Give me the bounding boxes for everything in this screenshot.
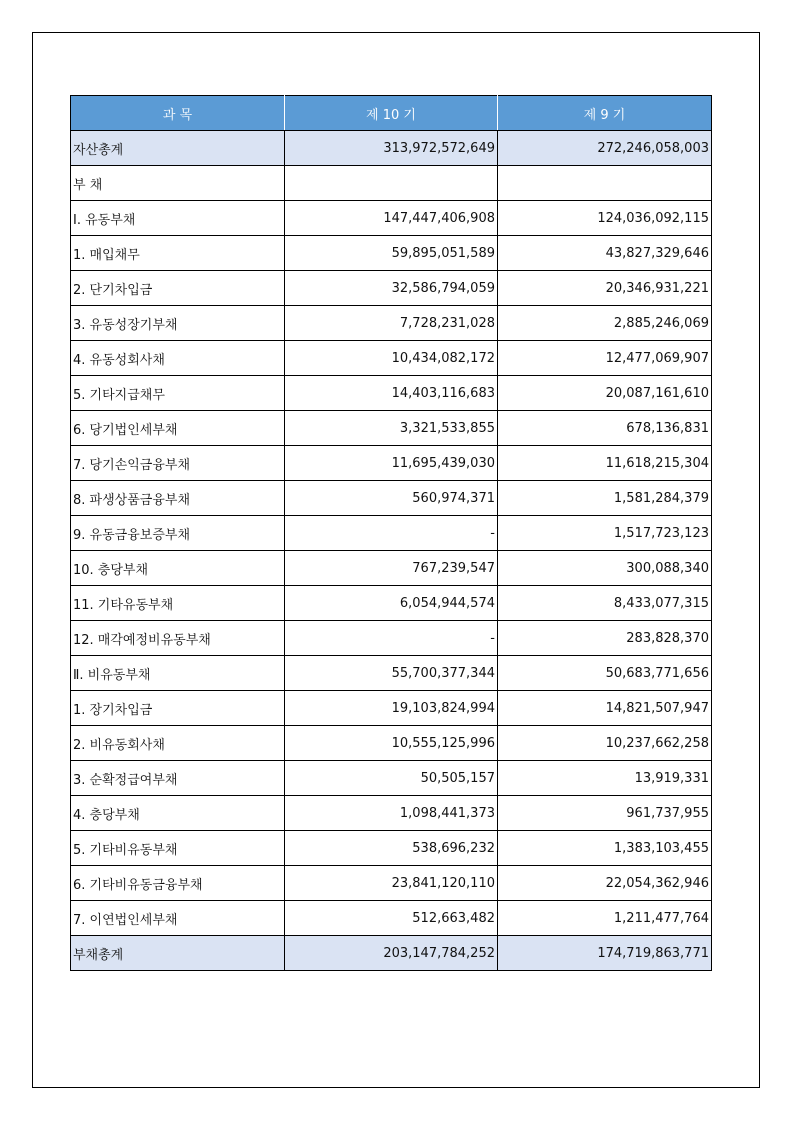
row-label: 2. 단기차입금	[71, 271, 285, 306]
row-label: 3. 순확정급여부채	[71, 761, 285, 796]
row-label: 7. 당기손익금융부채	[71, 446, 285, 481]
row-previous-value: 10,237,662,258	[498, 726, 712, 761]
row-current-value: 512,663,482	[285, 901, 498, 936]
row-previous-value: 12,477,069,907	[498, 341, 712, 376]
row-label: 12. 매각예정비유동부채	[71, 621, 285, 656]
row-previous-value: 8,433,077,315	[498, 586, 712, 621]
table-row	[71, 411, 712, 446]
row-current-value: 55,700,377,344	[285, 656, 498, 691]
row-label: 부 채	[71, 166, 285, 201]
row-current-value: 147,447,406,908	[285, 201, 498, 236]
table-row	[71, 691, 712, 726]
row-previous-value: 1,581,284,379	[498, 481, 712, 516]
row-current-value: 7,728,231,028	[285, 306, 498, 341]
row-current-value: 11,695,439,030	[285, 446, 498, 481]
row-label: Ⅰ. 유동부채	[71, 201, 285, 236]
row-current-value: 23,841,120,110	[285, 866, 498, 901]
row-previous-value: 174,719,863,771	[498, 936, 712, 971]
table-row	[71, 481, 712, 516]
row-label: Ⅱ. 비유동부채	[71, 656, 285, 691]
row-previous-value: 1,211,477,764	[498, 901, 712, 936]
row-previous-value: 22,054,362,946	[498, 866, 712, 901]
table-row	[71, 306, 712, 341]
table-row	[71, 131, 712, 166]
row-label: 자산총계	[71, 131, 285, 166]
row-label: 1. 매입채무	[71, 236, 285, 271]
row-current-value: 32,586,794,059	[285, 271, 498, 306]
row-label: 4. 유동성회사채	[71, 341, 285, 376]
table-row	[71, 761, 712, 796]
row-previous-value: 50,683,771,656	[498, 656, 712, 691]
table-row	[71, 656, 712, 691]
row-previous-value: 124,036,092,115	[498, 201, 712, 236]
row-previous-value: 43,827,329,646	[498, 236, 712, 271]
row-previous-value: 283,828,370	[498, 621, 712, 656]
table-row	[71, 936, 712, 971]
row-previous-value: 11,618,215,304	[498, 446, 712, 481]
header-current-period: 제 10 기	[285, 96, 498, 131]
row-previous-value: 13,919,331	[498, 761, 712, 796]
row-current-value: 59,895,051,589	[285, 236, 498, 271]
row-current-value: 767,239,547	[285, 551, 498, 586]
row-previous-value: 20,346,931,221	[498, 271, 712, 306]
row-label: 11. 기타유동부채	[71, 586, 285, 621]
row-current-value: 313,972,572,649	[285, 131, 498, 166]
row-previous-value: 1,517,723,123	[498, 516, 712, 551]
table-row	[71, 376, 712, 411]
table-row	[71, 516, 712, 551]
table-row	[71, 901, 712, 936]
table-row	[71, 341, 712, 376]
table-row	[71, 621, 712, 656]
row-label: 부채총계	[71, 936, 285, 971]
header-item: 과 목	[71, 96, 285, 131]
row-current-value: -	[285, 516, 498, 551]
table-body	[71, 131, 712, 971]
table-row	[71, 236, 712, 271]
header-previous-period: 제 9 기	[498, 96, 712, 131]
row-previous-value: 300,088,340	[498, 551, 712, 586]
table-row	[71, 866, 712, 901]
row-label: 2. 비유동회사채	[71, 726, 285, 761]
table-row	[71, 831, 712, 866]
row-previous-value: 961,737,955	[498, 796, 712, 831]
row-label: 10. 충당부채	[71, 551, 285, 586]
row-previous-value: 1,383,103,455	[498, 831, 712, 866]
row-current-value: 538,696,232	[285, 831, 498, 866]
row-label: 3. 유동성장기부채	[71, 306, 285, 341]
table-row	[71, 201, 712, 236]
row-label: 6. 기타비유동금융부채	[71, 866, 285, 901]
row-label: 1. 장기차입금	[71, 691, 285, 726]
row-current-value: 19,103,824,994	[285, 691, 498, 726]
row-current-value	[285, 166, 498, 201]
row-current-value: 3,321,533,855	[285, 411, 498, 446]
row-previous-value: 14,821,507,947	[498, 691, 712, 726]
row-current-value: 6,054,944,574	[285, 586, 498, 621]
row-previous-value	[498, 166, 712, 201]
row-current-value: 560,974,371	[285, 481, 498, 516]
row-current-value: 10,555,125,996	[285, 726, 498, 761]
row-previous-value: 678,136,831	[498, 411, 712, 446]
table-row	[71, 271, 712, 306]
row-previous-value: 272,246,058,003	[498, 131, 712, 166]
row-label: 4. 충당부채	[71, 796, 285, 831]
table-row	[71, 586, 712, 621]
table-row	[71, 796, 712, 831]
row-previous-value: 20,087,161,610	[498, 376, 712, 411]
row-current-value: 14,403,116,683	[285, 376, 498, 411]
row-label: 5. 기타지급채무	[71, 376, 285, 411]
row-label: 5. 기타비유동부채	[71, 831, 285, 866]
row-label: 7. 이연법인세부채	[71, 901, 285, 936]
row-previous-value: 2,885,246,069	[498, 306, 712, 341]
row-current-value: 203,147,784,252	[285, 936, 498, 971]
liabilities-table	[70, 95, 712, 971]
row-current-value: 10,434,082,172	[285, 341, 498, 376]
table-row	[71, 551, 712, 586]
table-row	[71, 446, 712, 481]
table-row	[71, 166, 712, 201]
row-current-value: 1,098,441,373	[285, 796, 498, 831]
table-header-row	[71, 96, 712, 131]
row-label: 8. 파생상품금융부채	[71, 481, 285, 516]
row-current-value: -	[285, 621, 498, 656]
row-current-value: 50,505,157	[285, 761, 498, 796]
row-label: 9. 유동금융보증부채	[71, 516, 285, 551]
row-label: 6. 당기법인세부채	[71, 411, 285, 446]
table-row	[71, 726, 712, 761]
